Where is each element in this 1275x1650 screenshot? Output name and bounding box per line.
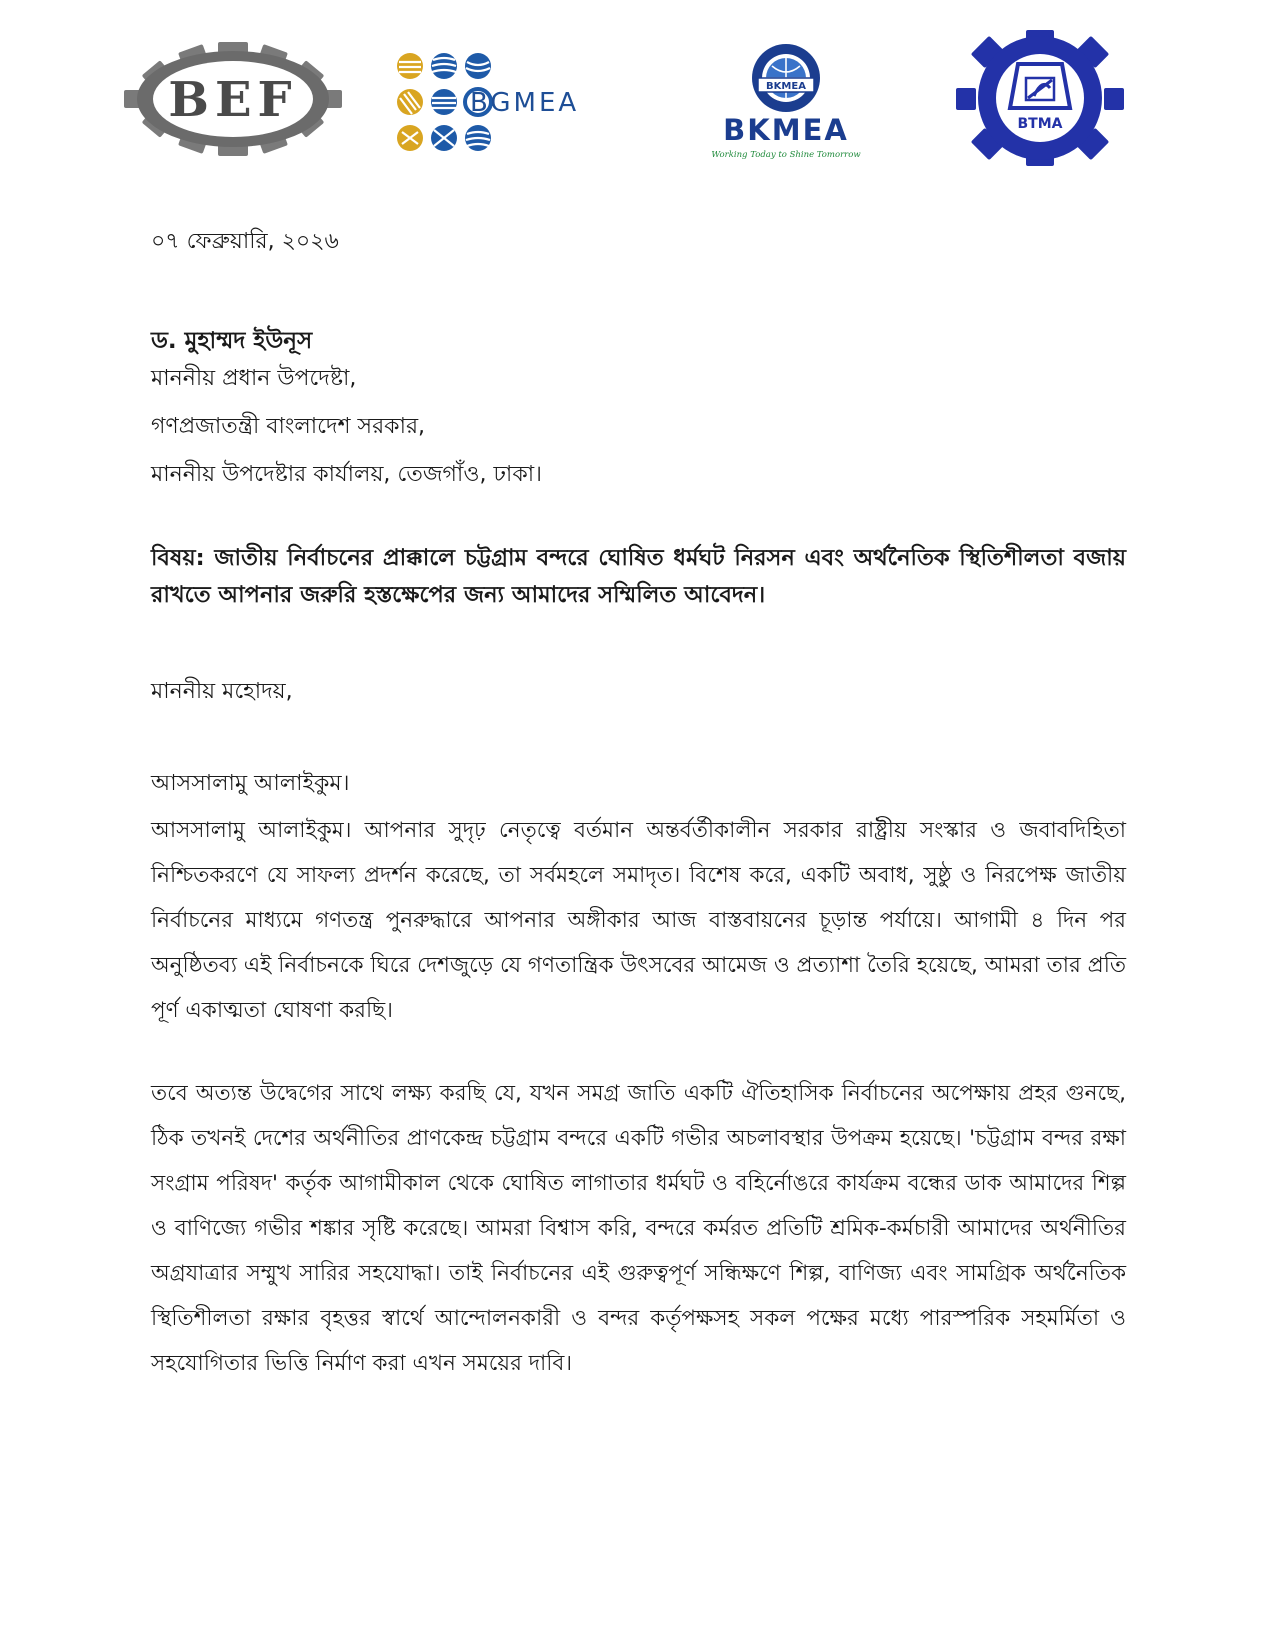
bkmea-logo: [686, 40, 886, 168]
bkmea-logo-text: BKMEA: [723, 113, 849, 147]
body-paragraph-2: তবে অত্যন্ত উদ্বেগের সাথে লক্ষ্য করছি যে, যখন সমগ্র জাতি একটি ঐতিহাসিক নির্বাচনের অপেক্ষায় প্রহর গুনছে, ঠিক তখনই দেশের অর্থনীতির প্রাণকেন্দ্র চট্টগ্রাম বন্দরে একটি গভীর অচলাবস্থার উপক্রম হয়েছে। 'চট্টগ্রাম বন্দর রক্ষা সংগ্রাম পরিষদ' কর্তৃক আগামীকাল থেকে ঘোষিত লাগাতার ধর্মঘট ও বহির্নোঙরে কার্যক্রম বন্ধের ডাক আমাদের শিল্প ও বাণিজ্যে গভীর শঙ্কার সৃষ্টি করেছে। আমরা বিশ্বাস করি, বন্দরে কর্মরত প্রতিটি শ্রমিক-কর্মচারী আমাদের অর্থনীতির অগ্রযাত্রার সম্মুখ সারির সহযোদ্ধা। তাই নির্বাচনের এই গুরুত্বপূর্ণ সন্ধিক্ষণে শিল্প, বাণিজ্য এবং সামগ্রিক অর্থনৈতিক স্থিতিশীলতা রক্ষার বৃহত্তর স্বার্থে আন্দোলনকারী ও বন্দর কর্তৃপক্ষসহ সকল পক্ষের মধ্যে পারস্পরিক সহমর্মিতা ও সহযোগিতার ভিত্তি নির্মাণ করা এখন সময়ের দাবি।: [151, 1081, 1126, 1376]
recipient-title: মাননীয় প্রধান উপদেষ্টা,: [151, 366, 357, 391]
salutation: মাননীয় মহোদয়,: [151, 679, 293, 704]
recipient-name: ড. মুহাম্মদ ইউনূস: [151, 328, 313, 354]
body-paragraph-1: আসসালামু আলাইকুম। আপনার সুদৃঢ় নেতৃত্বে বর্তমান অন্তর্বর্তীকালীন সরকার রাষ্ট্রীয় সংস্কার ও জবাবদিহিতা নিশ্চিতকরণে যে সাফল্য প্রদর্শন করেছে, তা সর্বমহলে সমাদৃত। বিশেষ করে, একটি অবাধ, সুষ্ঠু ও নিরপেক্ষ জাতীয় নির্বাচনের মাধ্যমে গণতন্ত্র পুনরুদ্ধারে আপনার অঙ্গীকার আজ বাস্তবায়নের চূড়ান্ত পর্যায়ে। আগামী ৪ দিন পর অনুষ্ঠিতব্য এই নির্বাচনকে ঘিরে দেশজুড়ে যে গণতান্ত্রিক উৎসবের আমেজ ও প্রত্যাশা তৈরি হয়েছে, আমরা তার প্রতি পূর্ণ একাত্মতা ঘোষণা করছি।: [151, 818, 1126, 1023]
greeting: আসসালামু আলাইকুম।: [151, 771, 350, 796]
letter-body: [151, 226, 1126, 1386]
bkmea-logo-badge: BKMEA: [766, 81, 806, 92]
recipient-address: মাননীয় উপদেষ্টার কার্যালয়, তেজগাঁও, ঢাকা।: [151, 462, 542, 487]
recipient-block: [151, 324, 1126, 506]
letter-subject: বিষয়: জাতীয় নির্বাচনের প্রাক্কালে চট্টগ্রাম বন্দরে ঘোষিত ধর্মঘট নিরসন এবং অর্থনৈতিক স্থিতিশীলতা বজায় রাখতে আপনার জরুরি হস্তক্ষেপের জন্য আমাদের সম্মিলিত আবেদন।: [151, 545, 1126, 608]
bkmea-logo-tagline: Working Today to Shine Tomorrow: [711, 150, 861, 160]
bef-logo-text: BEF: [168, 72, 298, 128]
bef-logo: [122, 40, 344, 158]
btma-logo: [956, 30, 1124, 166]
bgmea-logo: [394, 50, 634, 162]
btma-logo-text: BTMA: [1017, 116, 1063, 132]
letterhead-logos: [0, 0, 1275, 190]
recipient-government: গণপ্রজাতন্ত্রী বাংলাদেশ সরকার,: [151, 414, 426, 439]
bgmea-logo-text: BGMEA: [470, 88, 580, 118]
letter-date: ০৭ ফেব্রুয়ারি, ২০২৬: [151, 229, 339, 254]
